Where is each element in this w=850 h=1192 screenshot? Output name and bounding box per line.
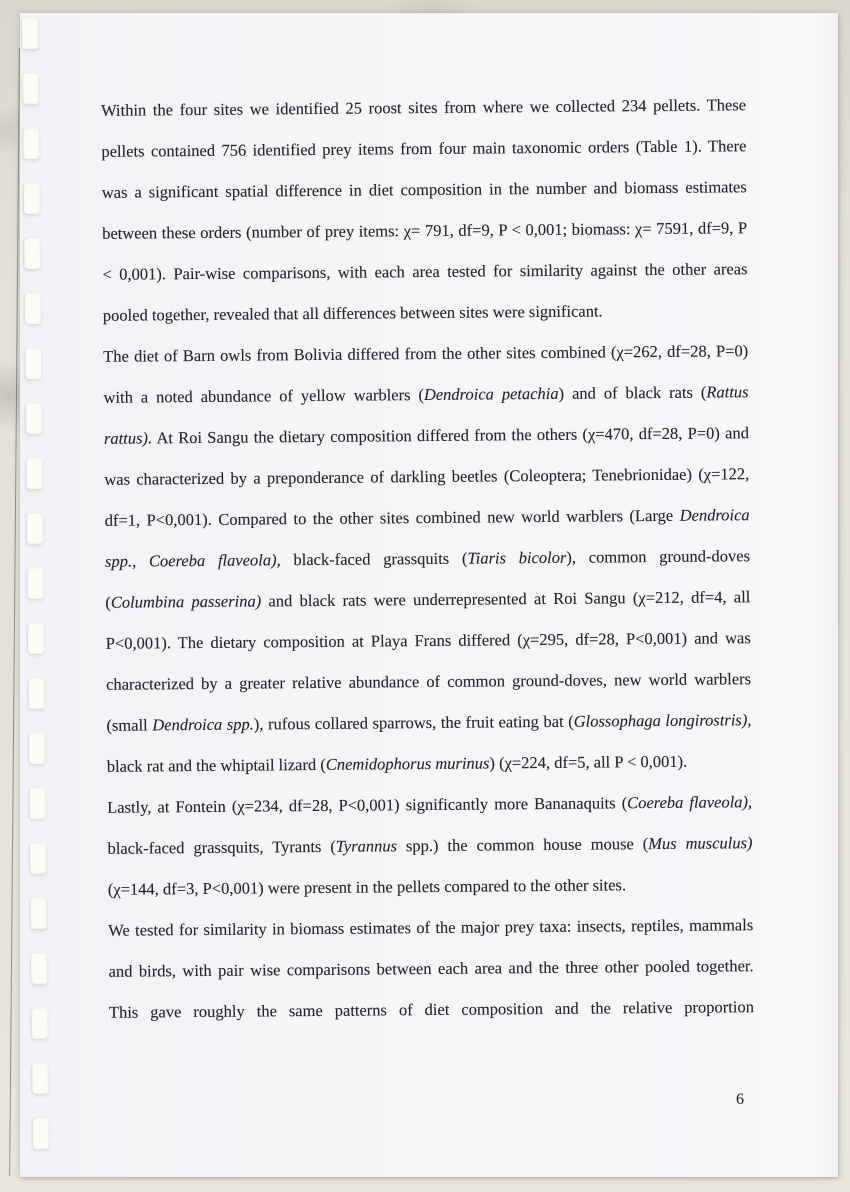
page-edge-line — [9, 48, 20, 1176]
paragraph — [103, 330, 752, 787]
binding-hole — [25, 293, 41, 324]
species-name: Rattus rattus). — [103, 382, 749, 448]
text-segment: (χ=144, df=3, P<0,001) were present in the pellets compared to the other sites. — [107, 875, 627, 899]
species-name: Dendroica petachia — [423, 383, 559, 405]
species-name: Tiaris bicolor — [467, 547, 567, 568]
species-name: Columbina passerina) — [110, 591, 262, 612]
binding-hole — [24, 183, 40, 214]
binding-hole — [28, 623, 44, 654]
species-name: Tyrannus — [335, 836, 398, 856]
text-segment: and black rats were underrepresented at Roi Sangu (χ=212, df=4, all P<0,001). The dietary composition at Playa Frans differed (χ=295, df=28, P<0,001) and was characterized by a greater relative abundance of common ground-doves, new world warblers (small — [105, 587, 752, 735]
binding-hole — [28, 678, 44, 709]
text-segment: The diet of Barn owls from Bolivia differed from the other sites combined (χ=262, df=28, P=0) with a noted abundance of yellow warblers ( — [103, 341, 749, 407]
text-segment: black rat and the whiptail lizard ( — [106, 754, 326, 776]
text-segment: ), rufous collared sparrows, the fruit eating bat ( — [253, 711, 574, 734]
text-segment: black-faced grassquits, Tyrants ( — [107, 836, 336, 858]
binding-hole — [32, 1008, 48, 1039]
text-segment: Within the four sites we identified 25 roost sites from where we collected 234 pellets. These pellets contained 756 identified prey items from four main taxonomic orders (Table 1). There was a significant spatial difference in diet composition in the number and biomass estimates between these orders (number of prey items: χ= 791, df=9, P < 0,001; biomass: χ= 7591, df=9, P < 0,001). Pair-wise comparisons, with each area tested for similarity against the other areas pooled together, revealed that all differences between sites were significant. — [100, 95, 748, 325]
binding-hole — [26, 458, 42, 489]
paragraph — [101, 84, 748, 336]
species-name: Coereba flaveola), — [627, 792, 753, 813]
text-segment: ) and of black rats ( — [558, 382, 707, 403]
text-segment: black-faced grassquits ( — [280, 548, 468, 570]
species-name: Cnemidophorus murinus — [325, 753, 490, 774]
binding-hole — [23, 73, 39, 104]
species-name: Mus musculus) — [648, 833, 753, 854]
binding-hole — [24, 238, 40, 269]
species-name: Dendroica spp. — [152, 714, 254, 735]
binding-hole — [30, 898, 46, 929]
text-segment: At Roi Sangu the dietary composition differed from the others (χ=470, df=28, P=0) and was characterized by a preponderance of darkling beetles (Coleoptera; Tenebrionidae) (χ=122, df=1, P<0,001). Compared to the other sites combined new world warblers (Large — [104, 423, 750, 530]
binding-hole — [29, 788, 45, 819]
binding-hole — [32, 1063, 48, 1094]
paragraph — [108, 904, 754, 1033]
binding-hole — [22, 18, 38, 49]
binding-hole — [23, 128, 39, 159]
text-segment: We tested for similarity in biomass estimates of the major prey taxa: insects, reptiles, mammals and birds, with pair wise comparisons between each area and the three other pooled together. This gave roughly the same patterns of diet composition and the relative proportion — [108, 915, 755, 1022]
binding-hole — [26, 403, 42, 434]
binding-hole — [31, 953, 47, 984]
page-content — [101, 84, 754, 1033]
document-page — [20, 13, 838, 1177]
binding-holes — [22, 18, 50, 1173]
paragraph — [107, 781, 753, 910]
binding-hole — [25, 348, 41, 379]
species-name: Glossophaga longirostris), — [573, 710, 752, 731]
binding-hole — [29, 733, 45, 764]
text-segment: Lastly, at Fontein (χ=234, df=28, P<0,001) significantly more Bananaquits ( — [107, 793, 628, 817]
binding-hole — [27, 513, 43, 544]
species-name: Dendroica spp., Coereba flaveola), — [104, 505, 750, 571]
page-number: 6 — [736, 1091, 744, 1108]
text-segment: spp.) the common house mouse ( — [396, 834, 649, 856]
binding-hole — [30, 843, 46, 874]
binding-hole — [27, 568, 43, 599]
text-segment: ) (χ=224, df=5, all P < 0,001). — [489, 751, 688, 773]
text-segment: ), common ground-doves ( — [105, 546, 751, 612]
binding-hole — [33, 1118, 49, 1149]
